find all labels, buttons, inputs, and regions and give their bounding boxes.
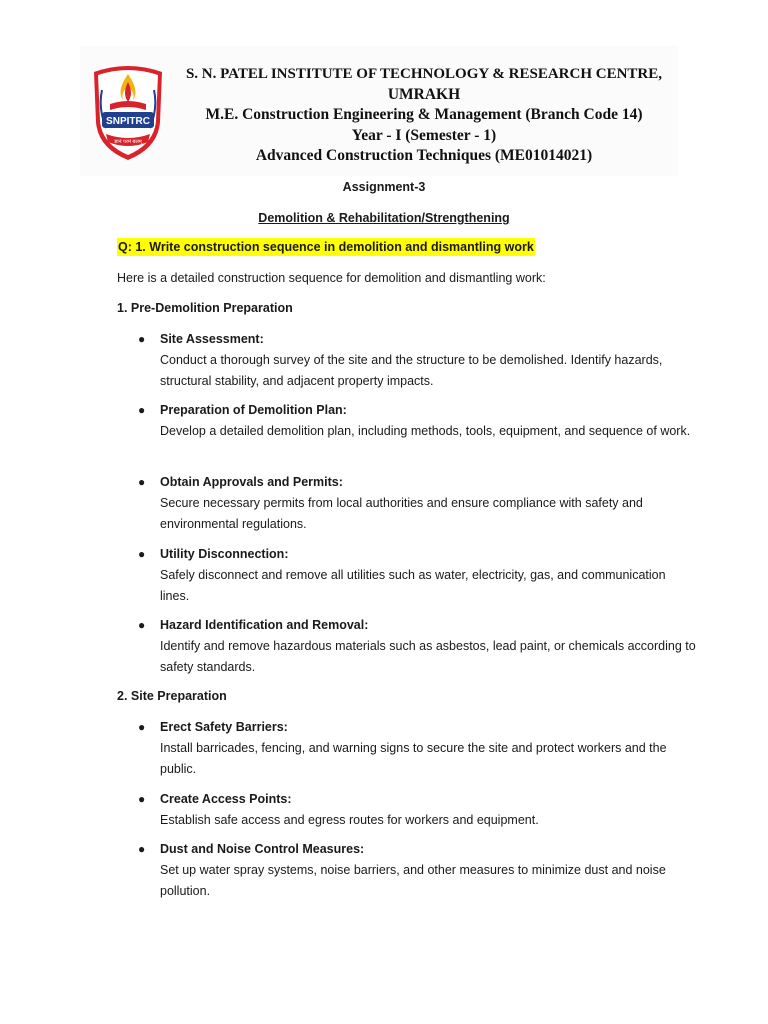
item-title: Hazard Identification and Removal: bbox=[160, 618, 369, 632]
item-title: Site Assessment: bbox=[160, 332, 264, 346]
logo-motto: ज्ञानं परमं बलम् bbox=[114, 139, 142, 145]
item-description: Install barricades, fencing, and warning signs to secure the site and protect workers and the public. bbox=[160, 741, 667, 776]
item-title: Dust and Noise Control Measures: bbox=[160, 842, 365, 856]
bullet-icon: ● bbox=[138, 547, 146, 561]
item-title: Preparation of Demolition Plan: bbox=[160, 403, 347, 417]
year-semester: Year - I (Semester - 1) bbox=[351, 126, 497, 144]
item-title: Utility Disconnection: bbox=[160, 547, 289, 561]
item-title: Create Access Points: bbox=[160, 792, 292, 806]
institute-header-text bbox=[174, 64, 674, 167]
subject-name: Advanced Construction Techniques (ME01014021) bbox=[255, 147, 593, 164]
list-item bbox=[138, 717, 698, 780]
logo-text: SNPITRC bbox=[106, 116, 150, 127]
section-heading: 1. Pre-Demolition Preparation bbox=[117, 301, 293, 315]
bullet-icon: ● bbox=[138, 720, 146, 734]
list-item bbox=[138, 400, 698, 442]
list-item bbox=[138, 789, 698, 831]
question-heading: Q: 1. Write construction sequence in demolition and dismantling work bbox=[118, 240, 534, 254]
institute-header bbox=[80, 46, 678, 176]
intro-paragraph: Here is a detailed construction sequence for demolition and dismantling work: bbox=[117, 271, 546, 285]
bullet-icon: ● bbox=[138, 792, 146, 806]
item-title: Obtain Approvals and Permits: bbox=[160, 475, 343, 489]
item-description: Secure necessary permits from local authorities and ensure compliance with safety and environmental regulations. bbox=[160, 496, 643, 531]
bullet-icon: ● bbox=[138, 842, 146, 856]
bullet-icon: ● bbox=[138, 332, 146, 346]
section-heading: 2. Site Preparation bbox=[117, 689, 227, 703]
institute-location: UMRAKH bbox=[387, 85, 461, 103]
program-name: M.E. Construction Engineering & Management (Branch Code 14) bbox=[205, 106, 643, 123]
institute-logo bbox=[88, 60, 168, 164]
institute-name: S. N. PATEL INSTITUTE OF TECHNOLOGY & RESEARCH CENTRE, bbox=[185, 66, 663, 82]
list-item bbox=[138, 329, 698, 392]
bullet-icon: ● bbox=[138, 618, 146, 632]
topic-heading: Demolition & Rehabilitation/Strengthening bbox=[258, 211, 510, 225]
assignment-title: Assignment-3 bbox=[342, 180, 426, 194]
list-item bbox=[138, 839, 698, 902]
item-description: Establish safe access and egress routes for workers and equipment. bbox=[160, 813, 539, 827]
list-item bbox=[138, 615, 698, 678]
list-item bbox=[138, 544, 698, 607]
bullet-icon: ● bbox=[138, 475, 146, 489]
item-description: Conduct a thorough survey of the site and the structure to be demolished. Identify hazards, structural stability, and adjacent property impacts. bbox=[160, 353, 663, 388]
bullet-icon: ● bbox=[138, 403, 146, 417]
list-item bbox=[138, 472, 698, 535]
item-title: Erect Safety Barriers: bbox=[160, 720, 288, 734]
item-description: Set up water spray systems, noise barriers, and other measures to minimize dust and noise pollution. bbox=[160, 863, 666, 898]
item-description: Safely disconnect and remove all utilities such as water, electricity, gas, and communication lines. bbox=[160, 568, 666, 603]
item-description: Develop a detailed demolition plan, including methods, tools, equipment, and sequence of work. bbox=[160, 424, 691, 438]
item-description: Identify and remove hazardous materials such as asbestos, lead paint, or chemicals according to safety standards. bbox=[160, 639, 696, 674]
